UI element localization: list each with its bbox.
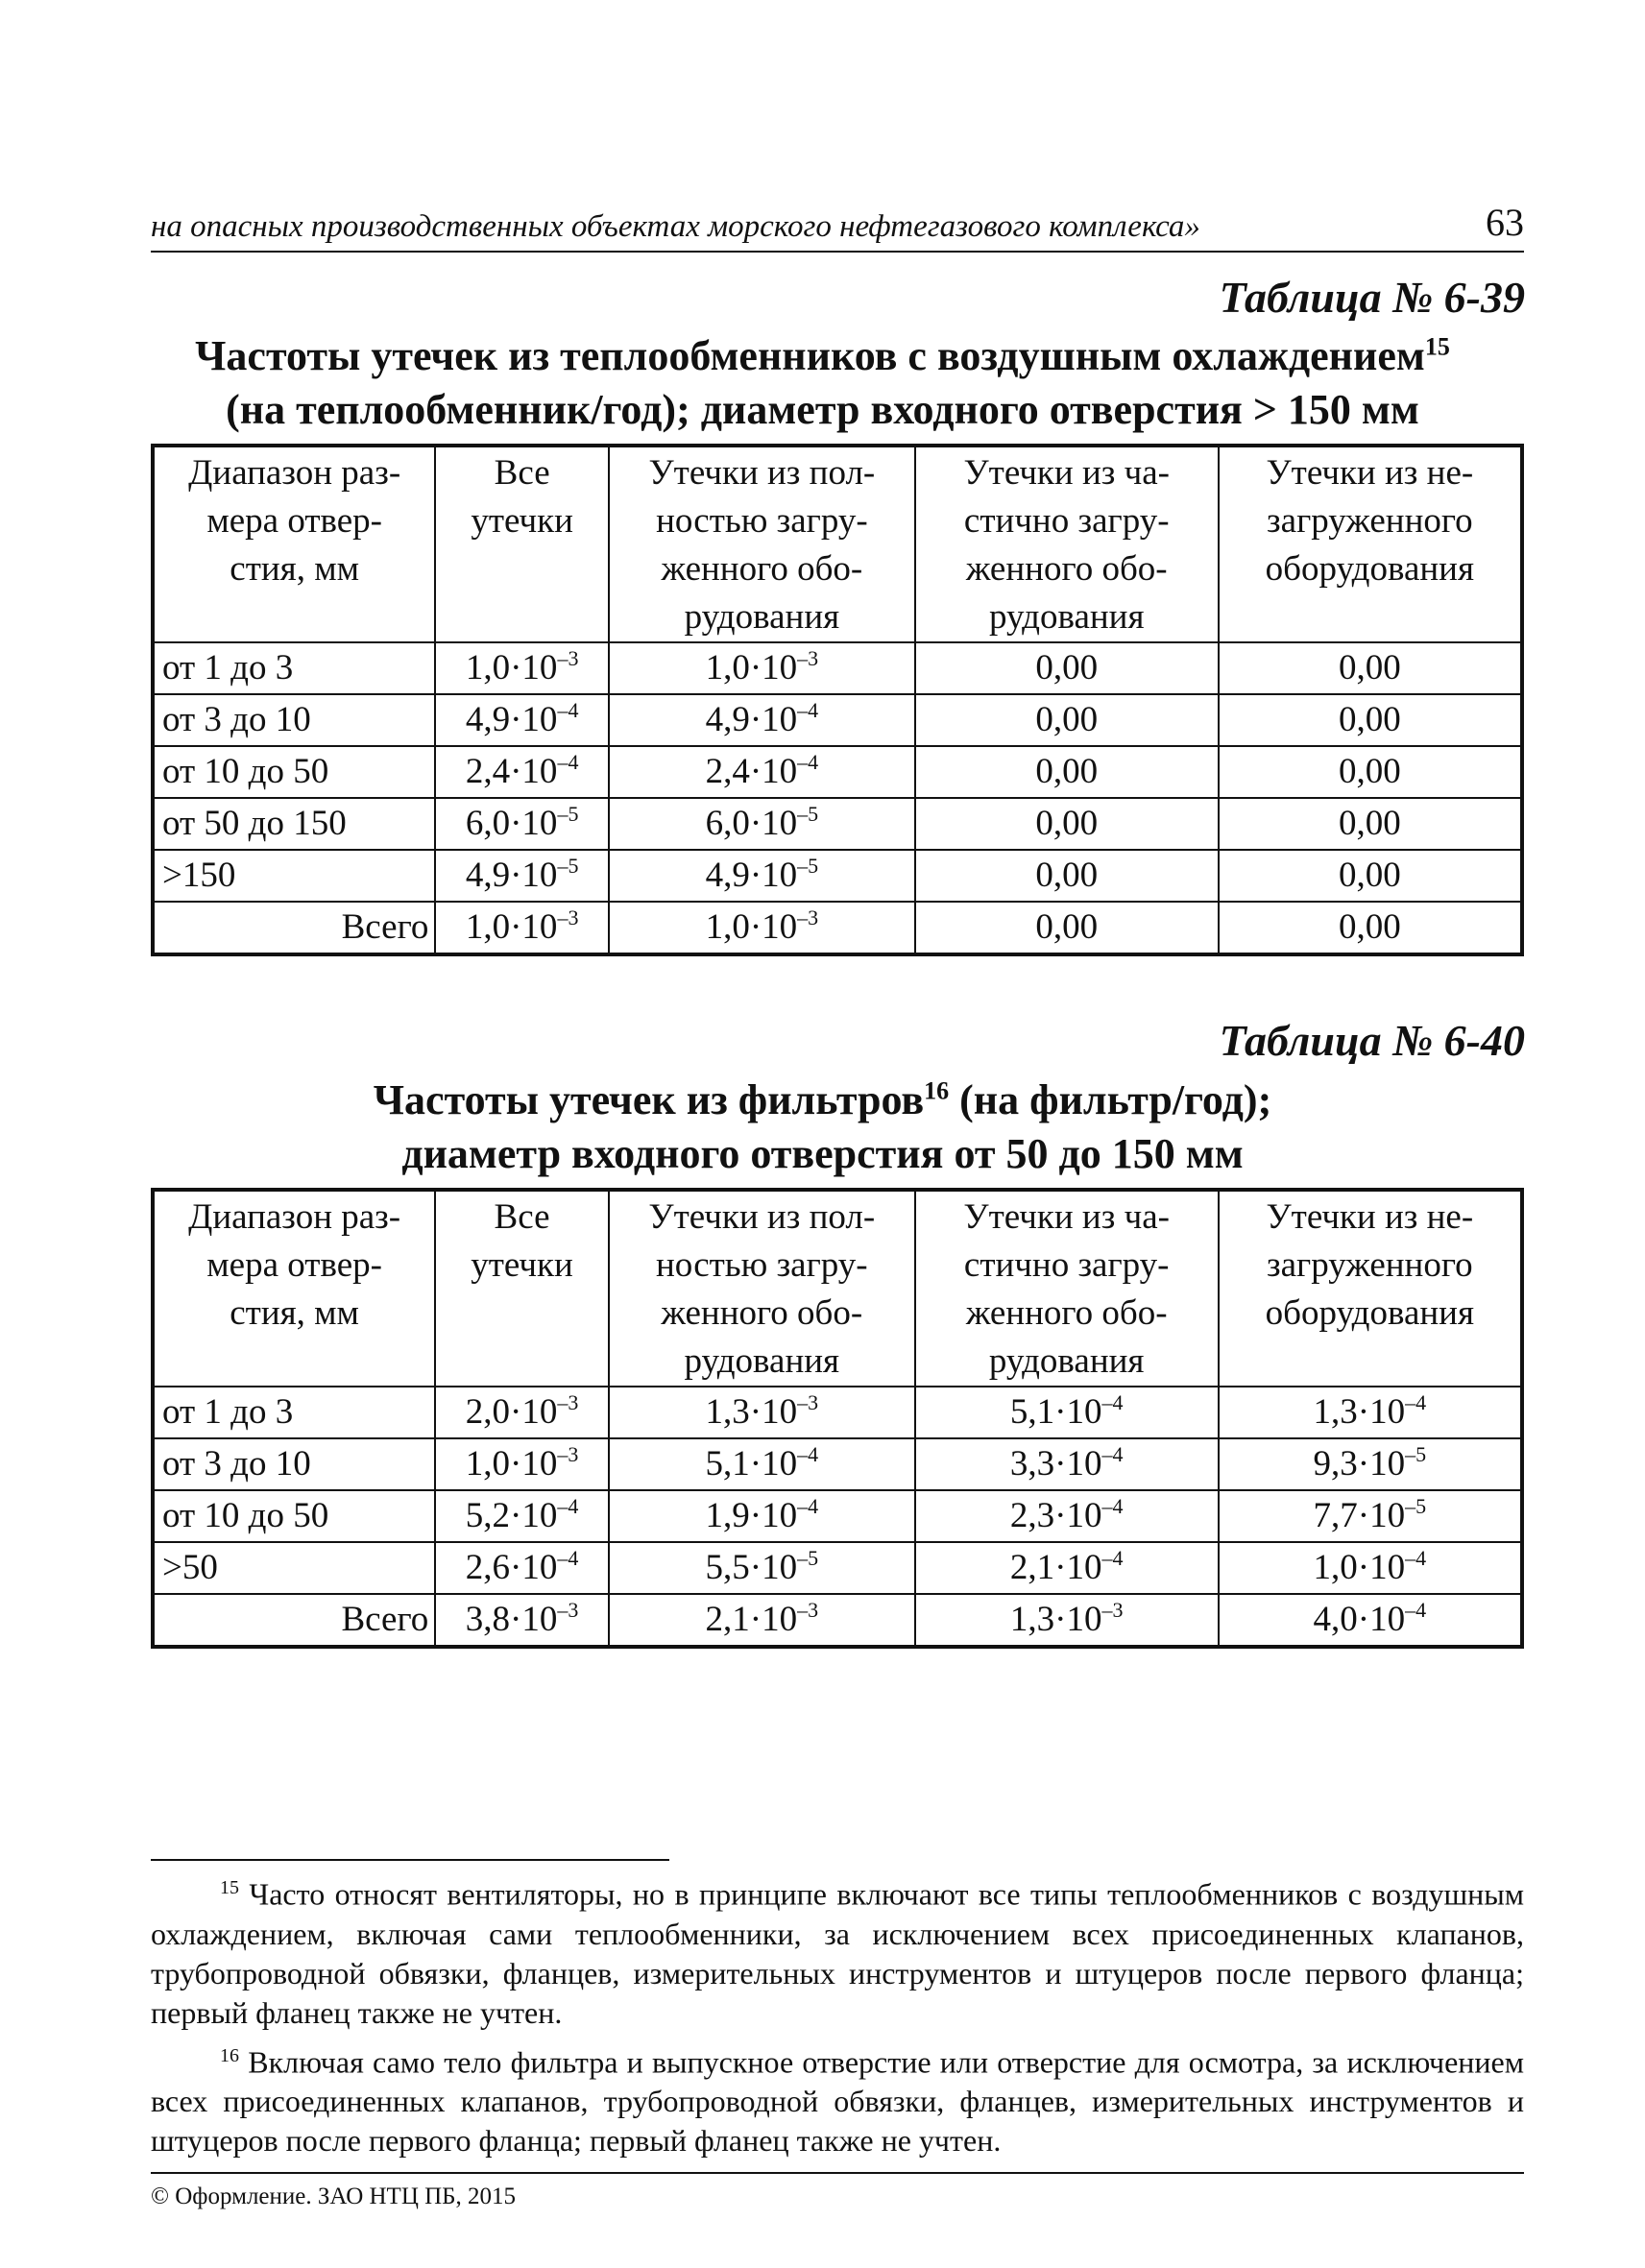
cell-value: $1,0\cdot 10^{-3}$ [435,642,609,694]
footnotes [151,1869,1524,2164]
cell-value: $5,1\cdot 10^{-4}$ [609,1438,915,1490]
cell-value: $1,0\cdot 10^{-4}$ [1219,1542,1522,1594]
cell-value: $4,0\cdot 10^{-4}$ [1219,1594,1522,1647]
table-row [153,1594,1522,1647]
cell-value: 0,00 [915,746,1219,798]
cell-value: $3,8\cdot 10^{-3}$ [435,1594,609,1647]
footnote-text: Включая само тело фильтра и выпускное отверстие или отверстие для осмотра, за исключением всех присоединенных клапанов, трубопроводной обвязки, фланцев, измерительных инструментов и штуцеров после первого фланца; первый фланец также не учтен. [151,2044,1525,2159]
footnote-divider [151,1859,669,1861]
table-6-39 [151,444,1524,956]
cell-value: $3,3\cdot 10^{-4}$ [915,1438,1219,1490]
cell-value: 0,00 [1219,694,1522,746]
column-header-4: Утечки из не- загруженного оборудования [1219,1190,1522,1387]
cell-size-range: Всего [153,1594,435,1647]
cell-value: $6,0\cdot 10^{-5}$ [435,798,609,850]
table-row [153,1490,1522,1542]
cell-size-range: от 3 до 10 [153,1438,435,1490]
table-title-line1-after: (на фильтр/год); [949,1076,1272,1123]
column-header-3: Утечки из ча- стично загру- женного обо- рудования [915,1190,1219,1387]
cell-value: $5,5\cdot 10^{-5}$ [609,1542,915,1594]
column-header-0: Диапазон раз- мера отвер- стия, мм [153,1190,435,1387]
cell-value: $2,1\cdot 10^{-3}$ [609,1594,915,1647]
page-number: 63 [1486,201,1524,244]
cell-value: 0,00 [915,798,1219,850]
cell-value: $7,7\cdot 10^{-5}$ [1219,1490,1522,1542]
bottom-divider [151,2172,1524,2174]
cell-value: $2,4\cdot 10^{-4}$ [609,746,915,798]
cell-value: $5,2\cdot 10^{-4}$ [435,1490,609,1542]
table-6-40 [151,1188,1524,1649]
table-row [153,1387,1522,1438]
cell-size-range: от 10 до 50 [153,746,435,798]
cell-value: $1,0\cdot 10^{-3}$ [609,902,915,954]
cell-value: $6,0\cdot 10^{-5}$ [609,798,915,850]
column-header-4: Утечки из не- загруженного оборудования [1219,446,1522,642]
cell-value: $4,9\cdot 10^{-4}$ [609,694,915,746]
cell-size-range: >50 [153,1542,435,1594]
table-title-line1: Частоты утечек из теплообменников с воздушным охлаждением [195,332,1425,379]
footnote-16 [151,2037,1524,2161]
copyright: © Оформление. ЗАО НТЦ ПБ, 2015 [151,2184,517,2209]
table-row [153,1438,1522,1490]
cell-value: 0,00 [1219,902,1522,954]
table-row [153,902,1522,954]
cell-size-range: от 1 до 3 [153,642,435,694]
cell-size-range: от 50 до 150 [153,798,435,850]
cell-value: $2,3\cdot 10^{-4}$ [915,1490,1219,1542]
cell-value: $2,4\cdot 10^{-4}$ [435,746,609,798]
table-title-line2: (на теплообменник/год); диаметр входного отверстия > 150 мм [226,386,1419,433]
cell-size-range: Всего [153,902,435,954]
cell-value: $1,0\cdot 10^{-3}$ [435,902,609,954]
column-header-0: Диапазон раз- мера отвер- стия, мм [153,446,435,642]
table-6-39-label: Таблица № 6-39 [1219,273,1525,322]
cell-size-range: от 10 до 50 [153,1490,435,1542]
cell-value: 0,00 [1219,642,1522,694]
column-header-2: Утечки из пол- ностью загру- женного обо- рудования [609,446,915,642]
cell-value: $1,3\cdot 10^{-3}$ [915,1594,1219,1647]
running-head-text: на опасных производственных объектах морского нефтегазового комплекса» [151,209,1200,244]
cell-value: $2,0\cdot 10^{-3}$ [435,1387,609,1438]
column-header-2: Утечки из пол- ностью загру- женного обо- рудования [609,1190,915,1387]
cell-value: $5,1\cdot 10^{-4}$ [915,1387,1219,1438]
cell-size-range: >150 [153,850,435,902]
footnote-number: 16 [220,2044,239,2066]
cell-value: 0,00 [1219,746,1522,798]
table-header-row [153,446,1522,642]
footnote-15 [151,1869,1524,2033]
table-title-line1: Частоты утечек из фильтров [373,1076,925,1123]
cell-value: $1,3\cdot 10^{-4}$ [1219,1387,1522,1438]
cell-value: $1,3\cdot 10^{-3}$ [609,1387,915,1438]
table-row [153,1542,1522,1594]
table-6-39-title [96,329,1549,437]
cell-value: 0,00 [915,694,1219,746]
column-header-1: Все утечки [435,1190,609,1387]
cell-value: $4,9\cdot 10^{-5}$ [609,850,915,902]
column-header-3: Утечки из ча- стично загру- женного обо- рудования [915,446,1219,642]
cell-value: 0,00 [1219,798,1522,850]
cell-value: 0,00 [915,902,1219,954]
cell-value: $1,9\cdot 10^{-4}$ [609,1490,915,1542]
footnote-ref-15[interactable]: 15 [1424,332,1450,361]
cell-value: $1,0\cdot 10^{-3}$ [435,1438,609,1490]
cell-value: 0,00 [915,850,1219,902]
cell-value: $9,3\cdot 10^{-5}$ [1219,1438,1522,1490]
footnote-number: 15 [220,1877,239,1898]
table-row [153,850,1522,902]
column-header-1: Все утечки [435,446,609,642]
table-row [153,746,1522,798]
table-header-row [153,1190,1522,1387]
cell-value: 0,00 [1219,850,1522,902]
table-row [153,694,1522,746]
footnote-ref-16[interactable]: 16 [924,1076,950,1105]
table-6-40-title [96,1074,1549,1181]
table-6-40-label: Таблица № 6-40 [1219,1016,1525,1065]
cell-value: $2,6\cdot 10^{-4}$ [435,1542,609,1594]
cell-value: $4,9\cdot 10^{-5}$ [435,850,609,902]
running-head [151,200,1524,253]
table-row [153,642,1522,694]
cell-size-range: от 1 до 3 [153,1387,435,1438]
footnote-text: Часто относят вентиляторы, но в принципе включают все типы теплообменников с воздушным охлаждением, включая сами теплообменники, за исключением всех присоединенных клапанов, трубопроводной обвязки, фланцев, измерительных инструментов и штуцеров после первого фланца; первый фланец также не учтен. [151,1876,1525,2030]
cell-value: $2,1\cdot 10^{-4}$ [915,1542,1219,1594]
cell-value: $1,0\cdot 10^{-3}$ [609,642,915,694]
table-title-line2: диаметр входного отверстия от 50 до 150 мм [401,1130,1244,1177]
cell-value: 0,00 [915,642,1219,694]
cell-value: $4,9\cdot 10^{-4}$ [435,694,609,746]
table-row [153,798,1522,850]
cell-size-range: от 3 до 10 [153,694,435,746]
